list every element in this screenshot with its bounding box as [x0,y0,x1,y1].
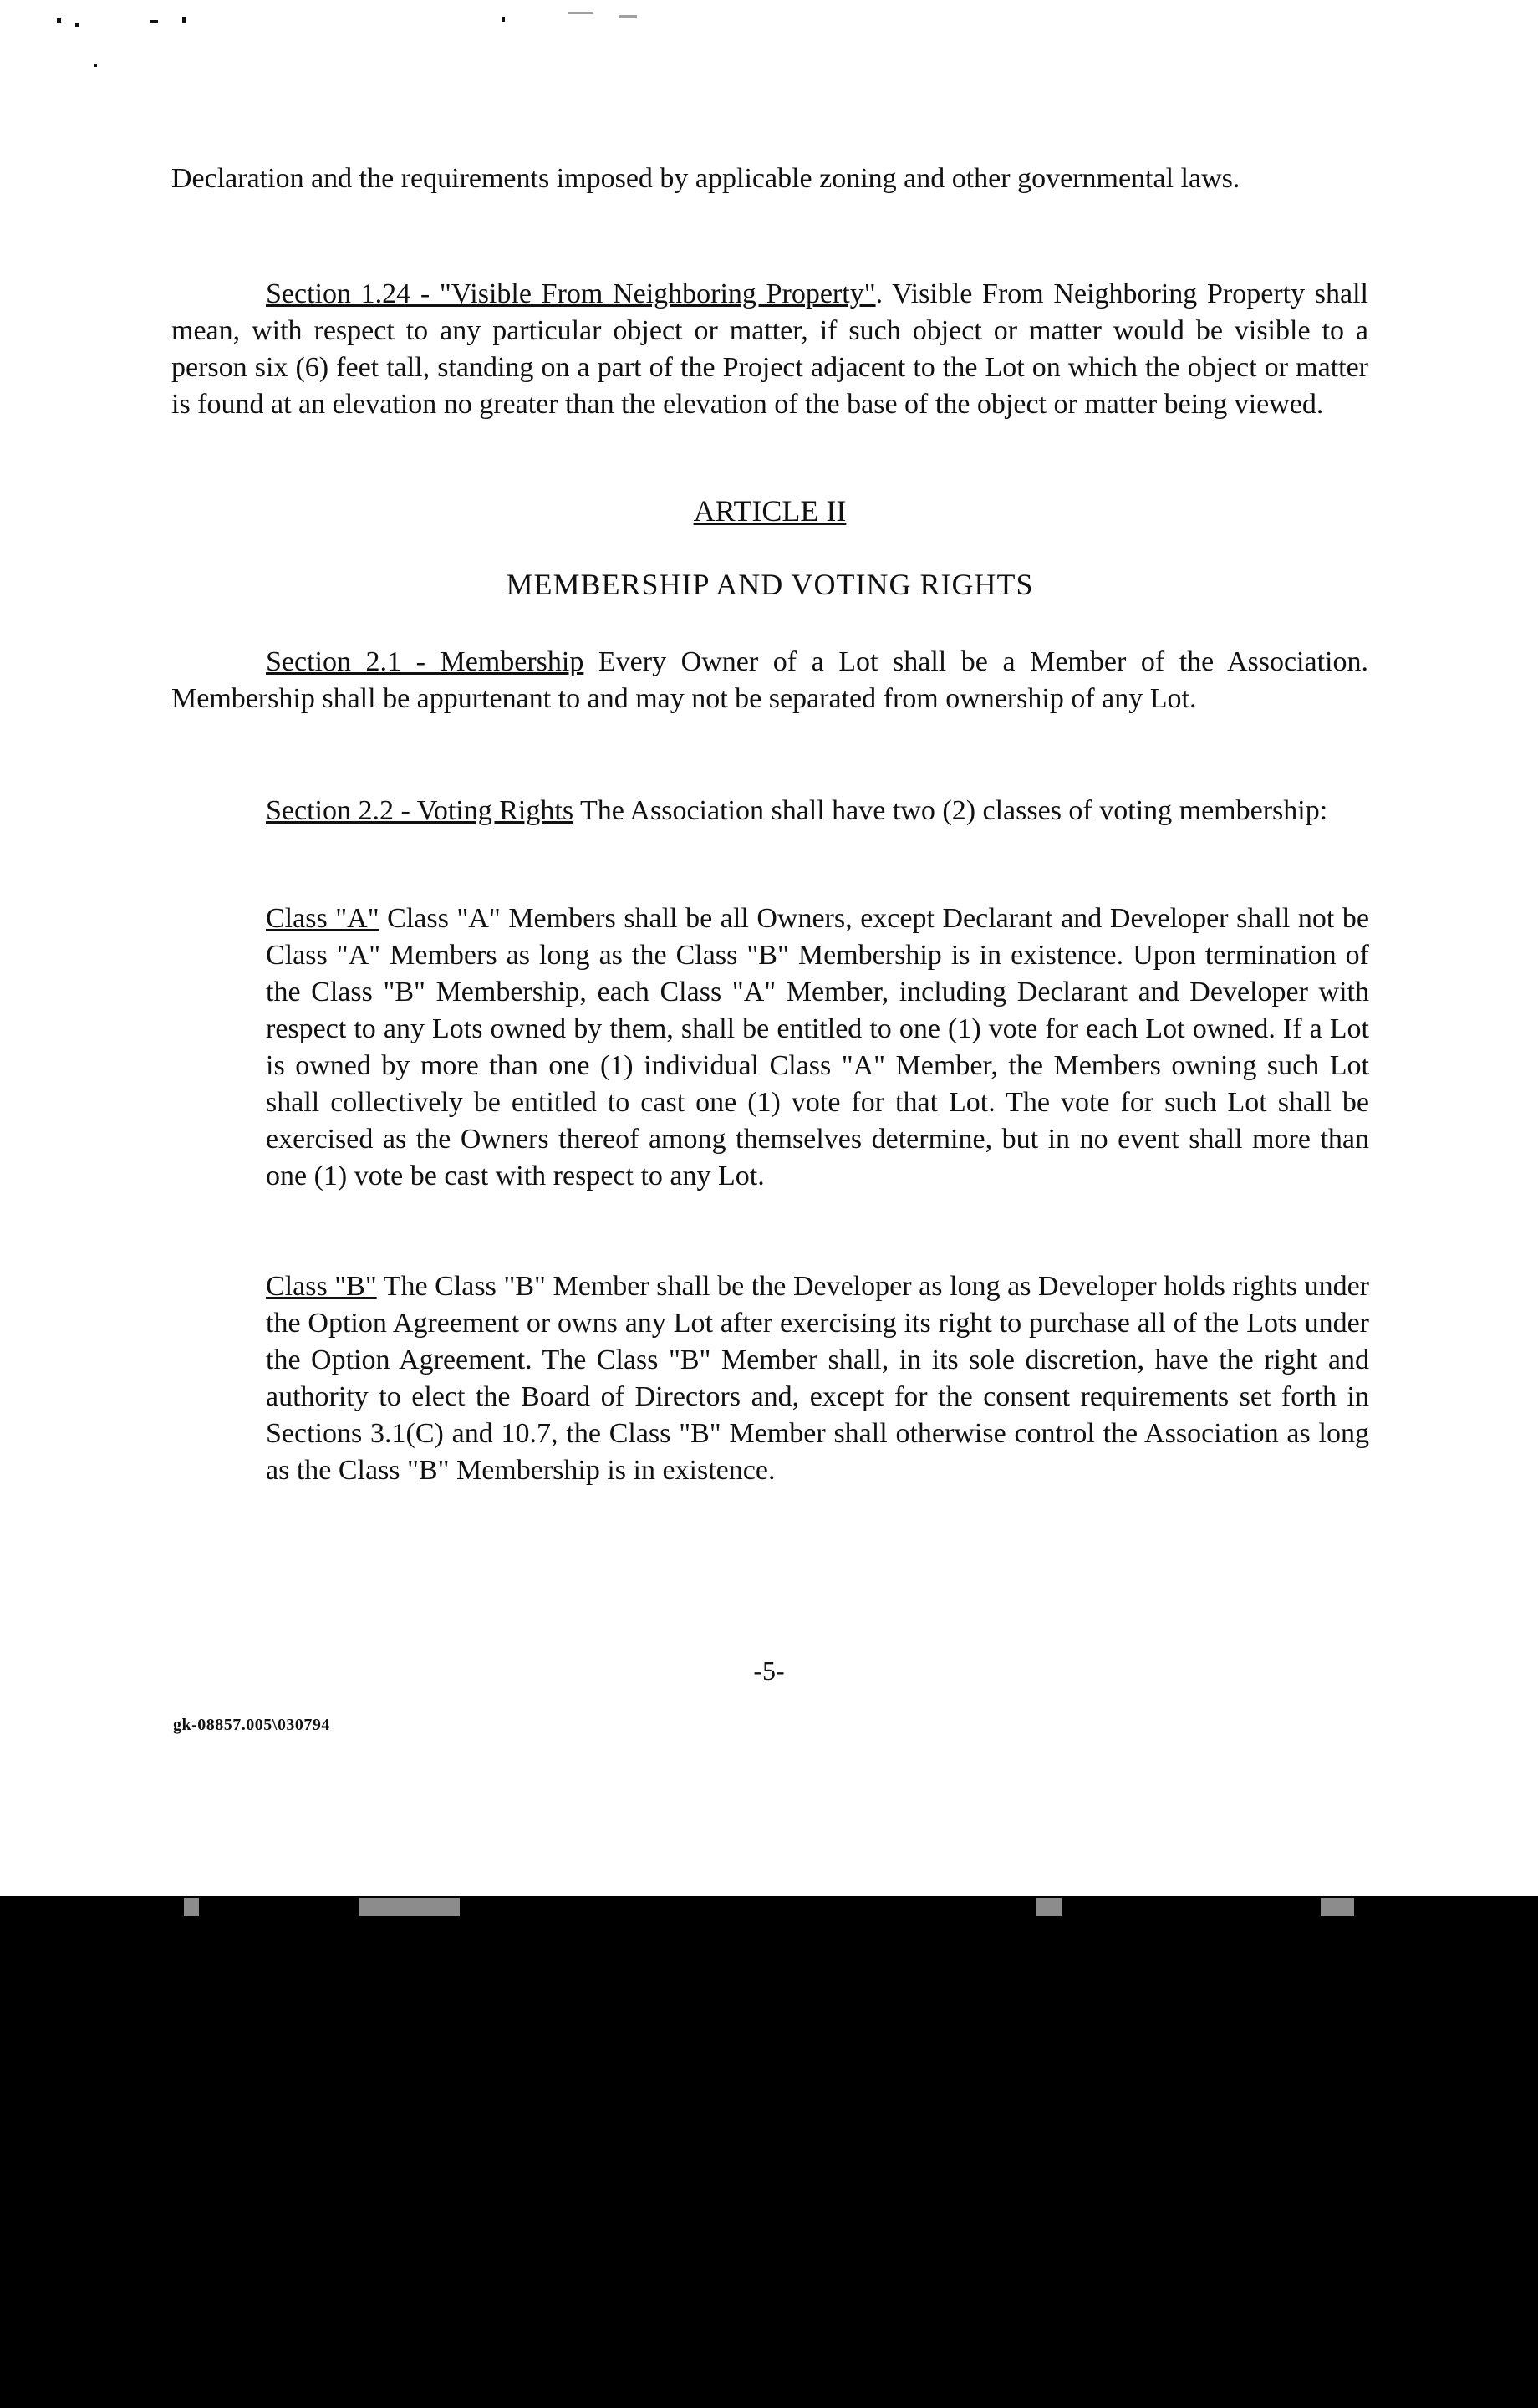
section-text: The Association shall have two (2) classes of voting membership: [573,795,1328,826]
paragraph-declaration [171,161,1368,197]
scan-speck [182,17,186,23]
page-number: -5- [753,1656,785,1686]
scan-speck [502,17,505,22]
scan-black-band [0,1896,1538,2408]
scan-noise [1036,1898,1062,1916]
scan-noise [1321,1898,1354,1916]
class-text: Class "A" Members shall be all Owners, except Declarant and Developer shall not be Class "A" Members as long as the Class "B" Membership is in existence. Upon termination of the Class "B" Membership, each Class "A" Member, including Declarant and Developer with respect to any Lots owned by them, shall be entitled to one (1) vote for each Lot owned. If a Lot is owned by more than one (1) individual Class "A" Member, the Members owning such Lot shall collectively be entitled to cast one (1) vote for that Lot. The vote for such Lot shall be exercised as the Owners thereof among themselves determine, but in no event shall more than one (1) vote be cast with respect to any Lot. [266,903,1369,1191]
class-heading: Class "B" [266,1271,377,1302]
scan-noise [184,1898,199,1916]
document-code: gk-08857.005\030794 [173,1716,330,1734]
section-text: . Visible From Neighboring Property shall mean, with respect to any particular object or matter, if such object or matter would be visible to a person six (6) feet tall, standing on a part of the Project adjacent to the Lot on which the object or matter is found at an elevation no greater than the elevation of the base of the object or matter being viewed. [171,278,1368,420]
section-2-2 [171,793,1368,829]
article-number: ARTICLE II [693,494,847,528]
class-a-paragraph [266,900,1369,1195]
class-heading: Class "A" [266,903,379,934]
class-text: The Class "B" Member shall be the Developer as long as Developer holds rights under the Option Agreement or owns any Lot after exercising its right to purchase all of the Lots under the Option Agreement. The Class "B" Member shall, in its sole discretion, have the right and authority to elect the Board of Directors and, except for the consent requirements set forth in Sections 3.1(C) and 10.7, the Class "B" Member shall otherwise control the Association as long as the Class "B" Membership is in existence. [266,1271,1369,1486]
scan-speck [619,15,637,18]
scan-noise [359,1898,460,1916]
scan-speck [94,64,97,67]
article-title-text: MEMBERSHIP AND VOTING RIGHTS [506,568,1034,601]
section-text: Every Owner of a Lot shall be a Member of the Association. Membership shall be appurtenant to and may not be separated from ownership of any Lot. [171,646,1368,714]
section-2-1 [171,644,1368,717]
section-heading: Section 1.24 - "Visible From Neighboring Property" [266,278,876,309]
paragraph-text: Declaration and the requirements imposed by applicable zoning and other governmental laws. [171,163,1240,194]
article-title [171,567,1368,602]
article-heading [171,493,1368,528]
scan-speck [568,12,593,14]
scan-speck [150,20,158,23]
section-heading: Section 2.1 - Membership [266,646,584,677]
section-1-24 [171,276,1368,423]
scan-speck [57,18,61,23]
scan-speck [75,23,79,27]
class-b-paragraph [266,1268,1369,1489]
section-heading: Section 2.2 - Voting Rights [266,795,574,826]
